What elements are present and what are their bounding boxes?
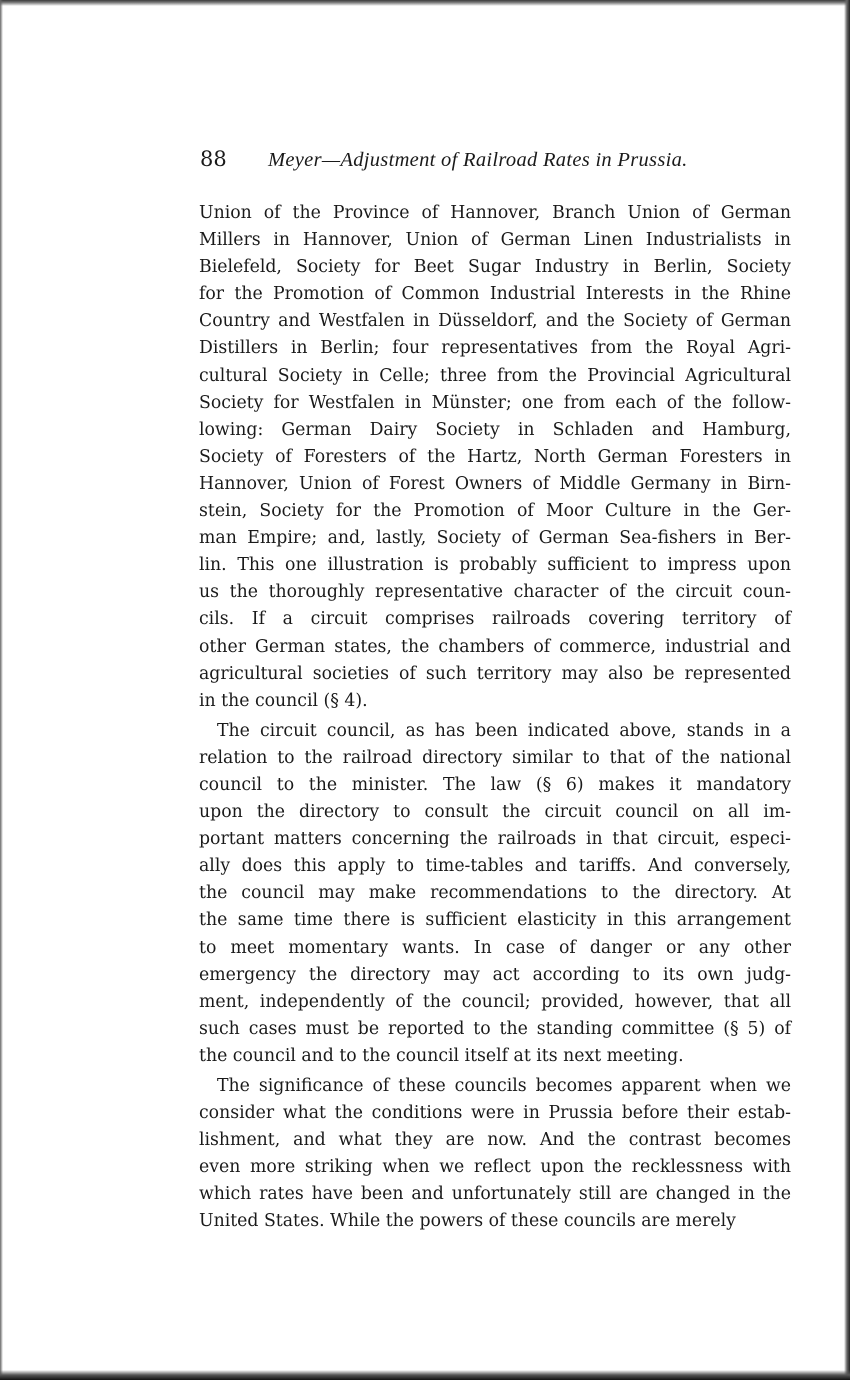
- text-line: other German states, the chambers of commerce, industrial and: [199, 636, 791, 657]
- text-line: Society of Foresters of the Hartz, North German Foresters in: [199, 446, 791, 467]
- text-line: stein, Society for the Promotion of Moor Culture in the Ger-: [199, 501, 791, 522]
- text-line: the council may make recommendations to the directory. At: [199, 883, 791, 904]
- scan-edge-bottom: [0, 1370, 850, 1380]
- text-line: Millers in Hannover, Union of German Linen Industrialists in: [199, 230, 791, 251]
- text-line: The circuit council, as has been indicated above, stands in a: [217, 720, 791, 741]
- text-line: man Empire; and, lastly, Society of German Sea-fishers in Ber-: [199, 528, 791, 549]
- text-line: to meet momentary wants. In case of danger or any other: [199, 937, 791, 958]
- running-head: [200, 147, 790, 177]
- text-line: Society for Westfalen in Münster; one from each of the follow-: [199, 392, 791, 413]
- text-line: ment, independently of the council; provided, however, that all: [199, 991, 791, 1012]
- text-line: Bielefeld, Society for Beet Sugar Industry in Berlin, Society: [199, 257, 791, 278]
- text-line: agricultural societies of such territory may also be represented: [199, 663, 791, 684]
- scan-edge-left: [0, 0, 3, 1380]
- text-line: the same time there is sufficient elasticity in this arrangement: [199, 910, 791, 931]
- text-line: lowing: German Dairy Society in Schladen and Hamburg,: [199, 419, 791, 440]
- text-line: the council and to the council itself at its next meeting.: [199, 1045, 684, 1066]
- text-line: cils. If a circuit comprises railroads covering territory of: [199, 609, 791, 630]
- text-line: United States. While the powers of these councils are merely: [199, 1211, 736, 1232]
- text-line: for the Promotion of Common Industrial Interests in the Rhine: [199, 284, 791, 305]
- text-line: cultural Society in Celle; three from the Provincial Agricultural: [199, 365, 791, 386]
- scan-edge-right: [844, 0, 850, 1380]
- text-line: such cases must be reported to the standing committee (§ 5) of: [199, 1018, 791, 1039]
- text-line: relation to the railroad directory similar to that of the national: [199, 747, 791, 768]
- text-line: lishment, and what they are now. And the contrast becomes: [199, 1130, 791, 1151]
- text-line: even more striking when we reflect upon the recklessness with: [199, 1157, 791, 1178]
- text-line: council to the minister. The law (§ 6) makes it mandatory: [199, 774, 791, 795]
- text-line: in the council (§ 4).: [199, 690, 368, 711]
- text-line: consider what the conditions were in Prussia before their estab-: [199, 1103, 791, 1124]
- body-text: [199, 200, 791, 1236]
- paragraph: [199, 1073, 791, 1236]
- text-line: Hannover, Union of Forest Owners of Middle Germany in Birn-: [199, 473, 791, 494]
- text-line: which rates have been and unfortunately still are changed in the: [199, 1184, 791, 1205]
- paragraph: [199, 200, 791, 715]
- running-title: Meyer—Adjustment of Railroad Rates in Prussia.: [268, 149, 688, 171]
- text-line: us the thoroughly representative character of the circuit coun-: [199, 582, 791, 603]
- text-line: Country and Westfalen in Düsseldorf, and the Society of German: [199, 311, 791, 332]
- text-line: lin. This one illustration is probably sufficient to impress upon: [199, 555, 791, 576]
- text-line: Union of the Province of Hannover, Branch Union of German: [199, 203, 791, 223]
- page-number: 88: [200, 147, 227, 171]
- scan-edge-top: [0, 0, 850, 6]
- text-line: Distillers in Berlin; four representatives from the Royal Agri-: [199, 338, 791, 359]
- text-line: The significance of these councils becomes apparent when we: [217, 1076, 791, 1096]
- paragraph: [199, 718, 791, 1070]
- text-line: ally does this apply to time-tables and tariffs. And conversely,: [199, 856, 791, 877]
- text-line: portant matters concerning the railroads in that circuit, especi-: [199, 829, 791, 850]
- text-line: emergency the directory may act according to its own judg-: [199, 964, 791, 985]
- text-line: upon the directory to consult the circuit council on all im-: [199, 802, 791, 823]
